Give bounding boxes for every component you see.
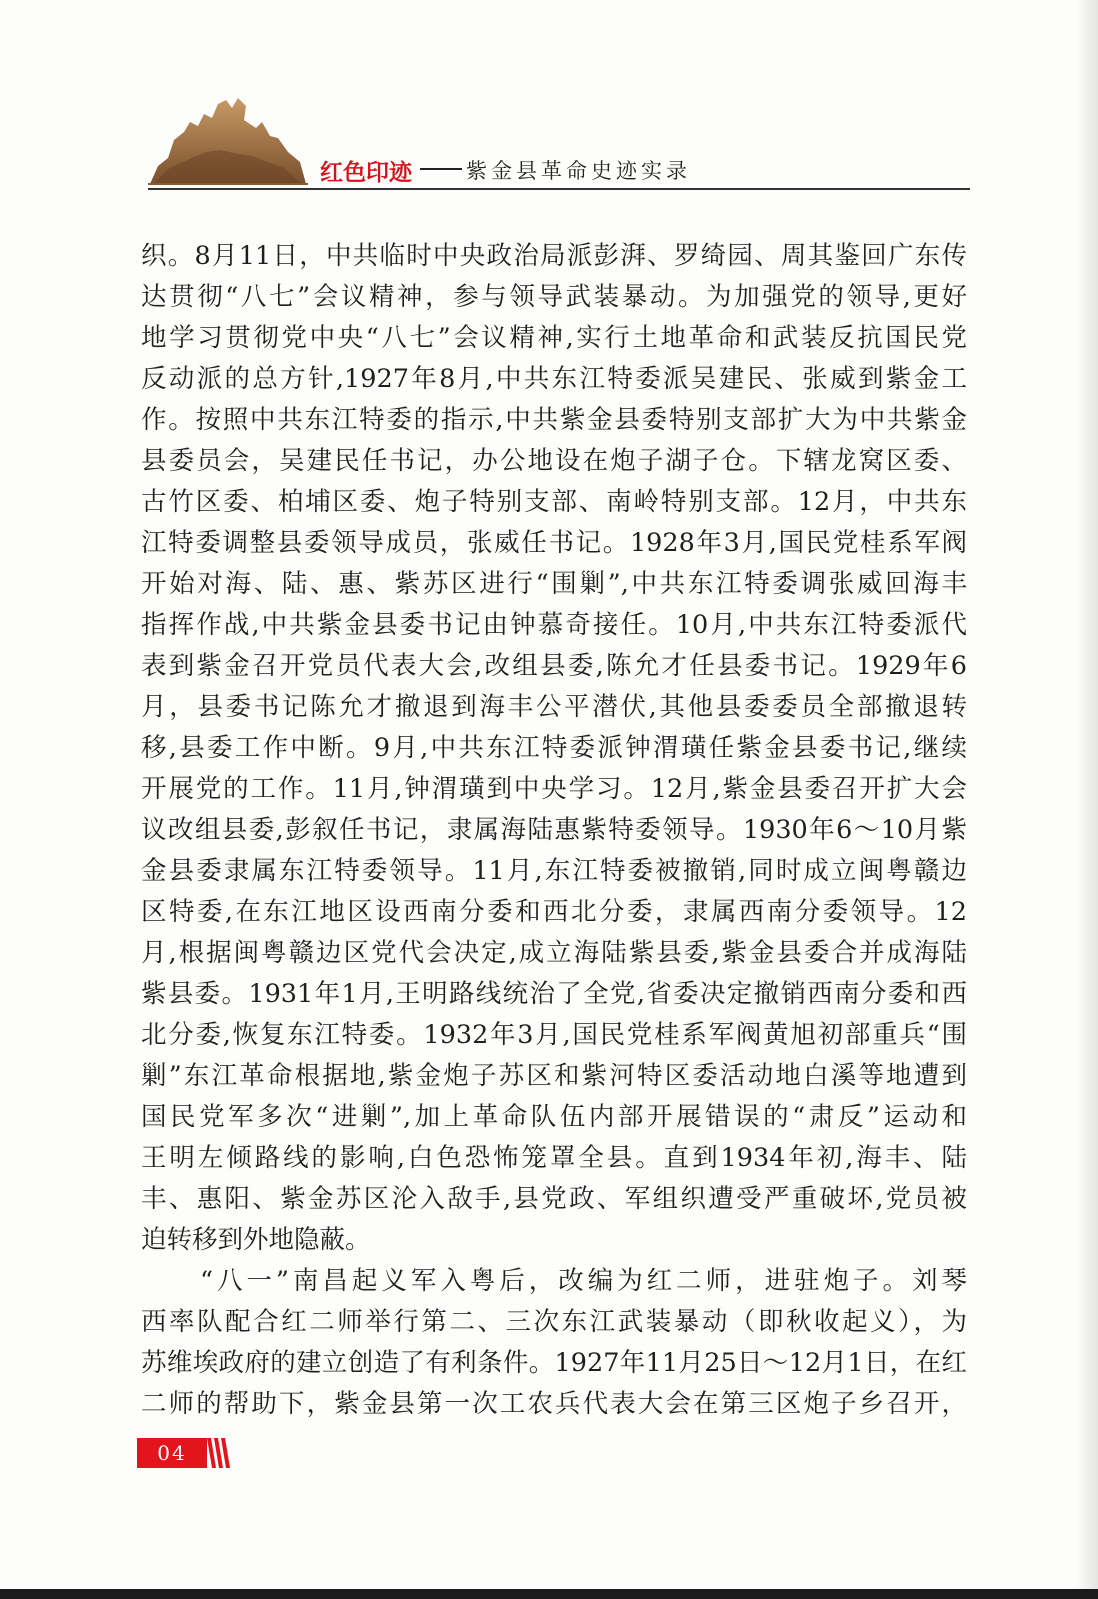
text-line: 苏维埃政府的建立创造了有利条件。1927年11月25日～12月1日，在红 [141, 1348, 967, 1378]
text-line: 金县委隶属东江特委领导。11月,东江特委被撤销,同时成立闽粤赣边 [141, 856, 967, 886]
page-edge-shadow [1076, 0, 1098, 1599]
text-line: 地学习贯彻党中央“八七”会议精神,实行土地革命和武装反抗国民党 [141, 323, 967, 353]
text-line: 古竹区委、柏埔区委、炮子特别支部、南岭特别支部。12月，中共东 [141, 487, 967, 517]
header-rule-divider [148, 188, 970, 190]
text-line: 月，县委书记陈允才撤退到海丰公平潜伏,其他县委委员全部撤退转 [141, 692, 967, 722]
text-line: 指挥作战,中共紫金县委书记由钟慕奇接任。10月,中共东江特委派代 [141, 610, 967, 640]
text-line: 江特委调整县委领导成员，张威任书记。1928年3月,国民党桂系军阀 [141, 528, 967, 558]
page-number: 04 [157, 1441, 187, 1465]
text-line: 达贯彻“八七”会议精神，参与领导武装暴动。为加强党的领导,更好 [141, 282, 967, 312]
text-line: 作。按照中共东江特委的指示,中共紫金县委特别支部扩大为中共紫金 [141, 405, 967, 435]
text-line: 国民党军多次“进剿”,加上革命队伍内部开展错误的“肃反”运动和 [141, 1102, 967, 1132]
text-line: 开始对海、陆、惠、紫苏区进行“围剿”,中共东江特委调张威回海丰 [141, 569, 967, 599]
text-line: 西率队配合红二师举行第二、三次东江武装暴动（即秋收起义），为 [141, 1307, 967, 1337]
slash-stripes-icon [207, 1438, 231, 1468]
text-line: “八一”南昌起义军入粤后，改编为红二师，进驻炮子。刘琴 [141, 1266, 967, 1296]
text-line: 月,根据闽粤赣边区党代会决定,成立海陆紫县委,紫金县委合并成海陆 [141, 938, 967, 968]
text-line: 王明左倾路线的影响,白色恐怖笼罩全县。直到1934年初,海丰、陆 [141, 1143, 967, 1173]
text-line: 移,县委工作中断。9月,中共东江特委派钟渭璜任紫金县委书记,继续 [141, 733, 967, 763]
book-subtitle: 紫金县革命史迹实录 [466, 159, 691, 183]
text-line: 议改组县委,彭叙任书记，隶属海陆惠紫特委领导。1930年6～10月紫 [141, 815, 967, 845]
text-line: 区特委,在东江地区设西南分委和西北分委，隶属西南分委领导。12 [141, 897, 967, 927]
sculpture-emblem-icon [148, 92, 308, 188]
text-line: 丰、惠阳、紫金苏区沦入敌手,县党政、军组织遭受严重破坏,党员被 [141, 1184, 967, 1214]
text-line: 开展党的工作。11月,钟渭璜到中央学习。12月,紫金县委召开扩大会 [141, 774, 967, 804]
title-dash-separator [420, 168, 462, 170]
paragraph-end-line: 迫转移到外地隐蔽。 [141, 1225, 371, 1255]
text-line: 剿”东江革命根据地,紫金炮子苏区和紫河特区委活动地白溪等地遭到 [141, 1061, 967, 1091]
text-line: 紫县委。1931年1月,王明路线统治了全党,省委决定撤销西南分委和西 [141, 979, 967, 1009]
text-line: 反动派的总方针,1927年8月,中共东江特委派吴建民、张威到紫金工 [141, 364, 967, 394]
book-series-title: 红色印迹 [320, 160, 412, 186]
page-number-badge [137, 1438, 207, 1468]
text-line: 表到紫金召开党员代表大会,改组县委,陈允才任县委书记。1929年6 [141, 651, 967, 681]
text-line: 织。8月11日，中共临时中央政治局派彭湃、罗绮园、周其鉴回广东传 [141, 241, 967, 271]
body-text [141, 236, 967, 1425]
text-line: 二师的帮助下，紫金县第一次工农兵代表大会在第三区炮子乡召开， [141, 1389, 967, 1419]
page-header [148, 92, 970, 192]
text-line: 北分委,恢复东江特委。1932年3月,国民党桂系军阀黄旭初部重兵“围 [141, 1020, 967, 1050]
scan-bottom-edge [0, 1589, 1098, 1599]
text-line: 县委员会，吴建民任书记，办公地设在炮子湖子仓。下辖龙窝区委、 [141, 446, 967, 476]
